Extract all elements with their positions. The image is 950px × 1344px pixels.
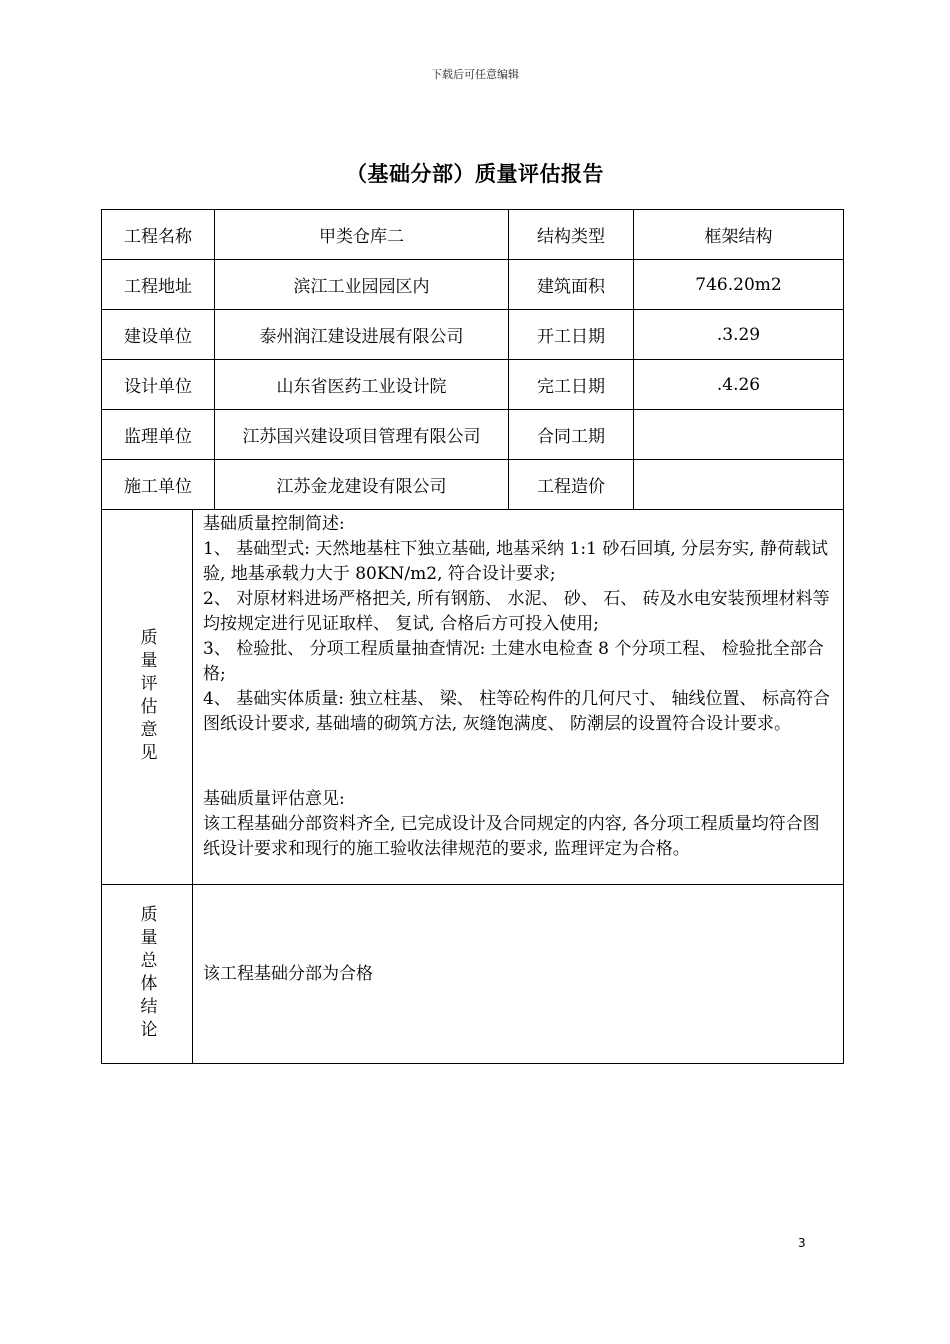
- info-value-cell: 甲类仓库二: [215, 210, 509, 260]
- control-item-2: 2、 对原材料进场严格把关, 所有钢筋、 水泥、 砂、 石、 砖及水电安装预埋材料等均按规定进行见证取样、 复试, 合格后方可投入使用;: [203, 589, 830, 634]
- info-label-cell: 施工单位: [102, 460, 215, 510]
- info-label-cell: 监理单位: [102, 410, 215, 460]
- info-label-cell: 合同工期: [509, 410, 634, 460]
- info-label-cell: 建设单位: [102, 310, 215, 360]
- info-value-cell: 框架结构: [634, 210, 844, 260]
- opinion-text: 该工程基础分部资料齐全, 已完成设计及合同规定的内容, 各分项工程质量均符合图纸设计要求和现行的施工验收法律规范的要求, 监理评定为合格。: [203, 814, 820, 859]
- info-row: [102, 410, 844, 460]
- quality-opinion-section: [101, 510, 844, 885]
- info-value-cell: [634, 460, 844, 510]
- info-row: [102, 210, 844, 260]
- info-value-cell: 746.20m2: [634, 260, 844, 310]
- control-item-3: 3、 检验批、 分项工程质量抽查情况: 土建水电检查 8 个分项工程、 检验批全部合格;: [203, 639, 824, 684]
- info-label-cell: 设计单位: [102, 360, 215, 410]
- info-value-cell: 滨江工业园园区内: [215, 260, 509, 310]
- info-value-cell: .3.29: [634, 310, 844, 360]
- info-value-cell: [634, 410, 844, 460]
- info-label-cell: 建筑面积: [509, 260, 634, 310]
- spacer: [203, 737, 835, 787]
- control-heading: 基础质量控制简述:: [203, 514, 345, 534]
- page-number: 3: [798, 1236, 806, 1250]
- quality-opinion-label: 质量评估意见: [136, 628, 157, 766]
- info-value-cell: 山东省医药工业设计院: [215, 360, 509, 410]
- info-row: [102, 260, 844, 310]
- info-label-cell: 结构类型: [509, 210, 634, 260]
- info-value-cell: 泰州润江建设进展有限公司: [215, 310, 509, 360]
- page-title: （基础分部）质量评估报告: [346, 162, 604, 186]
- overall-conclusion-label: 质量总体结论: [136, 905, 157, 1043]
- info-label-cell: 工程名称: [102, 210, 215, 260]
- info-row: [102, 360, 844, 410]
- project-info-table: [101, 209, 844, 510]
- control-item-1: 1、 基础型式: 天然地基柱下独立基础, 地基采纳 1:1 砂石回填, 分层夯实, 静荷载试验, 地基承载力大于 80KN/m2, 符合设计要求;: [203, 539, 828, 584]
- quality-opinion-label-cell: [102, 510, 193, 884]
- info-row: [102, 310, 844, 360]
- info-label-cell: 开工日期: [509, 310, 634, 360]
- header-note: 下载后可任意编辑: [431, 68, 519, 81]
- quality-opinion-content: [193, 510, 843, 884]
- info-row: [102, 460, 844, 510]
- info-value-cell: 江苏金龙建设有限公司: [215, 460, 509, 510]
- info-label-cell: 工程造价: [509, 460, 634, 510]
- info-value-cell: 江苏国兴建设项目管理有限公司: [215, 410, 509, 460]
- info-value-cell: .4.26: [634, 360, 844, 410]
- overall-conclusion-section: [101, 885, 844, 1064]
- overall-conclusion-label-cell: [102, 885, 193, 1063]
- info-label-cell: 工程地址: [102, 260, 215, 310]
- opinion-heading: 基础质量评估意见:: [203, 789, 345, 809]
- info-label-cell: 完工日期: [509, 360, 634, 410]
- control-item-4: 4、 基础实体质量: 独立柱基、 梁、 柱等砼构件的几何尺寸、 轴线位置、 标高符合图纸设计要求, 基础墙的砌筑方法, 灰缝饱满度、 防潮层的设置符合设计要求。: [203, 689, 830, 734]
- overall-conclusion-content: [193, 885, 843, 1063]
- overall-conclusion-text: 该工程基础分部为合格: [203, 963, 373, 984]
